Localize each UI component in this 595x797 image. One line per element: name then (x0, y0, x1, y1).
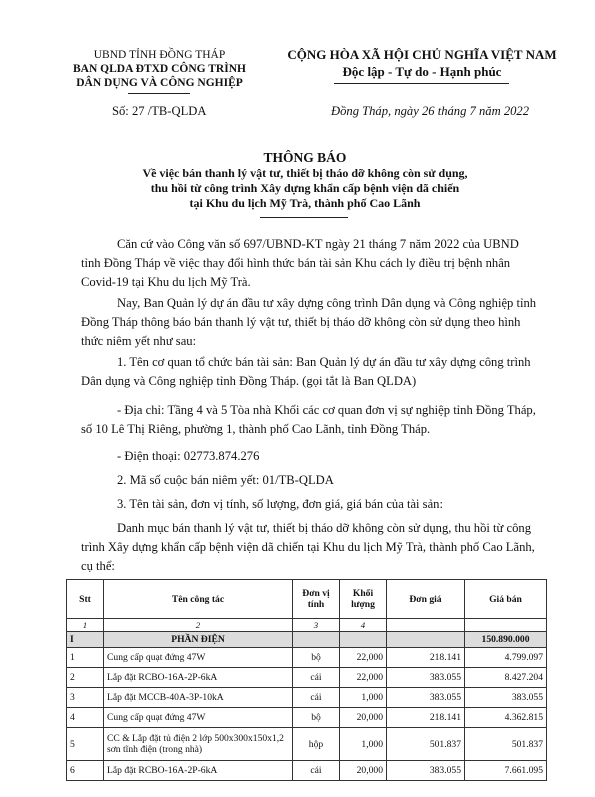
cell-stt: 2 (67, 668, 104, 688)
header-name: Tên công tác (104, 580, 293, 619)
cell-qty: 20,000 (340, 761, 387, 781)
document-number: Số: 27 /TB-QLDA (112, 104, 207, 118)
asset-table (66, 579, 547, 781)
table-header-row (67, 580, 547, 619)
col-number: 2 (104, 619, 293, 632)
paragraph-address: - Địa chỉ: Tầng 4 và 5 Tòa nhà Khối các cơ quan đơn vị sự nghiệp tỉnh Đồng Tháp, số 10 Lê Thị Riêng, phường 1, thành phố Cao Lãnh, tỉnh Đồng Tháp. (81, 403, 536, 436)
cell-qty: 20,000 (340, 708, 387, 728)
cell-name: CC & Lắp đặt tủ điện 2 lớp 500x300x150x1,2 sơn tĩnh điện (trong nhà) (104, 728, 293, 761)
cell-stt: 6 (67, 761, 104, 781)
agency-name-line1: BAN QLDA ĐTXD CÔNG TRÌNH (73, 63, 246, 75)
cell-name: Lắp đặt MCCB-40A-3P-10kA (104, 688, 293, 708)
table-row (67, 668, 547, 688)
subtitle-line-2: thu hồi từ công trình Xây dựng khẩn cấp bệnh viện dã chiến (150, 181, 460, 195)
cell-price: 218.141 (387, 648, 465, 668)
agency-name-line2: DÂN DỤNG VÀ CÔNG NGHIỆP (76, 77, 243, 89)
title-underline (260, 217, 348, 218)
header-unit: Đơn vị tính (293, 580, 340, 619)
cell-name: Lắp đặt RCBO-16A-2P-6kA (104, 668, 293, 688)
table-row (67, 688, 547, 708)
cell-unit: hộp (293, 728, 340, 761)
table-row (67, 761, 547, 781)
cell-unit: bộ (293, 648, 340, 668)
subtitle-line-1: Về việc bán thanh lý vật tư, thiết bị tháo dỡ không còn sử dụng, (142, 166, 468, 180)
col-number-empty (465, 619, 547, 632)
cell-stt: 3 (67, 688, 104, 708)
cell-name: Lắp đặt RCBO-16A-2P-6kA (104, 761, 293, 781)
cell-unit: bộ (293, 708, 340, 728)
document-title: THÔNG BÁO (263, 150, 347, 165)
col-number: 1 (67, 619, 104, 632)
paragraph-organizer: 1. Tên cơ quan tổ chức bán tài sản: Ban Quản lý dự án đầu tư xây dựng công trình Dân dụng và Công nghiệp tỉnh Đồng Tháp. (gọi tắt là Ban QLDA) (81, 355, 531, 388)
cell-total: 7.661.095 (465, 761, 547, 781)
table-row (67, 648, 547, 668)
cell-stt: 5 (67, 728, 104, 761)
col-number: 3 (293, 619, 340, 632)
section-empty (340, 632, 387, 648)
cell-total: 383.055 (465, 688, 547, 708)
cell-qty: 22,000 (340, 648, 387, 668)
col-number-empty (387, 619, 465, 632)
cell-name: Cung cấp quạt đứng 47W (104, 648, 293, 668)
document-subtitle (60, 166, 550, 211)
cell-total: 4.799.097 (465, 648, 547, 668)
paragraph-legal-basis: Căn cứ vào Công văn số 697/UBND-KT ngày 21 tháng 7 năm 2022 của UBND tỉnh Đồng Tháp về việc thay đổi hình thức bán tài sản Khu cách ly điều trị bệnh nhân Covid-19 tại Khu du lịch Mỹ Trà. (81, 237, 519, 289)
paragraph-announcement: Nay, Ban Quản lý dự án đầu tư xây dựng công trình Dân dụng và Công nghiệp tỉnh Đồng Tháp thông báo bán thanh lý vật tư, thiết bị tháo dỡ không còn sử dụng theo hình thức niêm yết như sau: (81, 296, 537, 348)
cell-price: 501.837 (387, 728, 465, 761)
header-qty: Khối lượng (340, 580, 387, 619)
cell-qty: 1,000 (340, 728, 387, 761)
section-name: PHẦN ĐIỆN (104, 632, 293, 648)
cell-total: 8.427.204 (465, 668, 547, 688)
paragraph-asset-list-intro: Danh mục bán thanh lý vật tư, thiết bị tháo dỡ không còn sử dụng, thu hồi từ công trình Xây dựng khẩn cấp bệnh viện dã chiến tại Khu du lịch Mỹ Trà, thành phố Cao Lãnh, cụ thể: (81, 521, 535, 573)
cell-stt: 4 (67, 708, 104, 728)
section-row (67, 632, 547, 648)
subtitle-line-3: tại Khu du lịch Mỹ Trà, thành phố Cao Lãnh (189, 196, 421, 210)
col-number: 4 (340, 619, 387, 632)
section-total: 150.890.000 (465, 632, 547, 648)
cell-qty: 22,000 (340, 668, 387, 688)
cell-qty: 1,000 (340, 688, 387, 708)
paragraph-phone: - Điện thoại: 02773.874.276 (117, 449, 260, 463)
section-stt: I (67, 632, 104, 648)
cell-unit: cái (293, 668, 340, 688)
table-row (67, 708, 547, 728)
header-price: Đơn giá (387, 580, 465, 619)
cell-price: 383.055 (387, 761, 465, 781)
paragraph-asset-heading: 3. Tên tài sản, đơn vị tính, số lượng, đơn giá, giá bán của tài sản: (117, 497, 443, 511)
nation-name: CỘNG HÒA XÃ HỘI CHỦ NGHĨA VIỆT NAM (287, 47, 557, 62)
cell-total: 4.362.815 (465, 708, 547, 728)
motto-underline (334, 83, 509, 84)
section-empty (387, 632, 465, 648)
header-stt: Stt (67, 580, 104, 619)
header-total: Giá bán (465, 580, 547, 619)
cell-price: 383.055 (387, 688, 465, 708)
section-empty (293, 632, 340, 648)
cell-unit: cái (293, 688, 340, 708)
motto: Độc lập - Tự do - Hạnh phúc (342, 64, 502, 79)
document-date: Đồng Tháp, ngày 26 tháng 7 năm 2022 (331, 104, 530, 118)
column-number-row (67, 619, 547, 632)
cell-unit: cái (293, 761, 340, 781)
cell-stt: 1 (67, 648, 104, 668)
agency-parent: UBND TỈNH ĐỒNG THÁP (93, 49, 226, 61)
cell-name: Cung cấp quạt đứng 47W (104, 708, 293, 728)
national-header (272, 46, 572, 80)
cell-price: 218.141 (387, 708, 465, 728)
agency-header (52, 48, 267, 90)
table-row (67, 728, 547, 761)
cell-price: 383.055 (387, 668, 465, 688)
cell-total: 501.837 (465, 728, 547, 761)
paragraph-auction-code: 2. Mã số cuộc bán niêm yết: 01/TB-QLDA (117, 473, 334, 487)
agency-underline (128, 93, 190, 94)
